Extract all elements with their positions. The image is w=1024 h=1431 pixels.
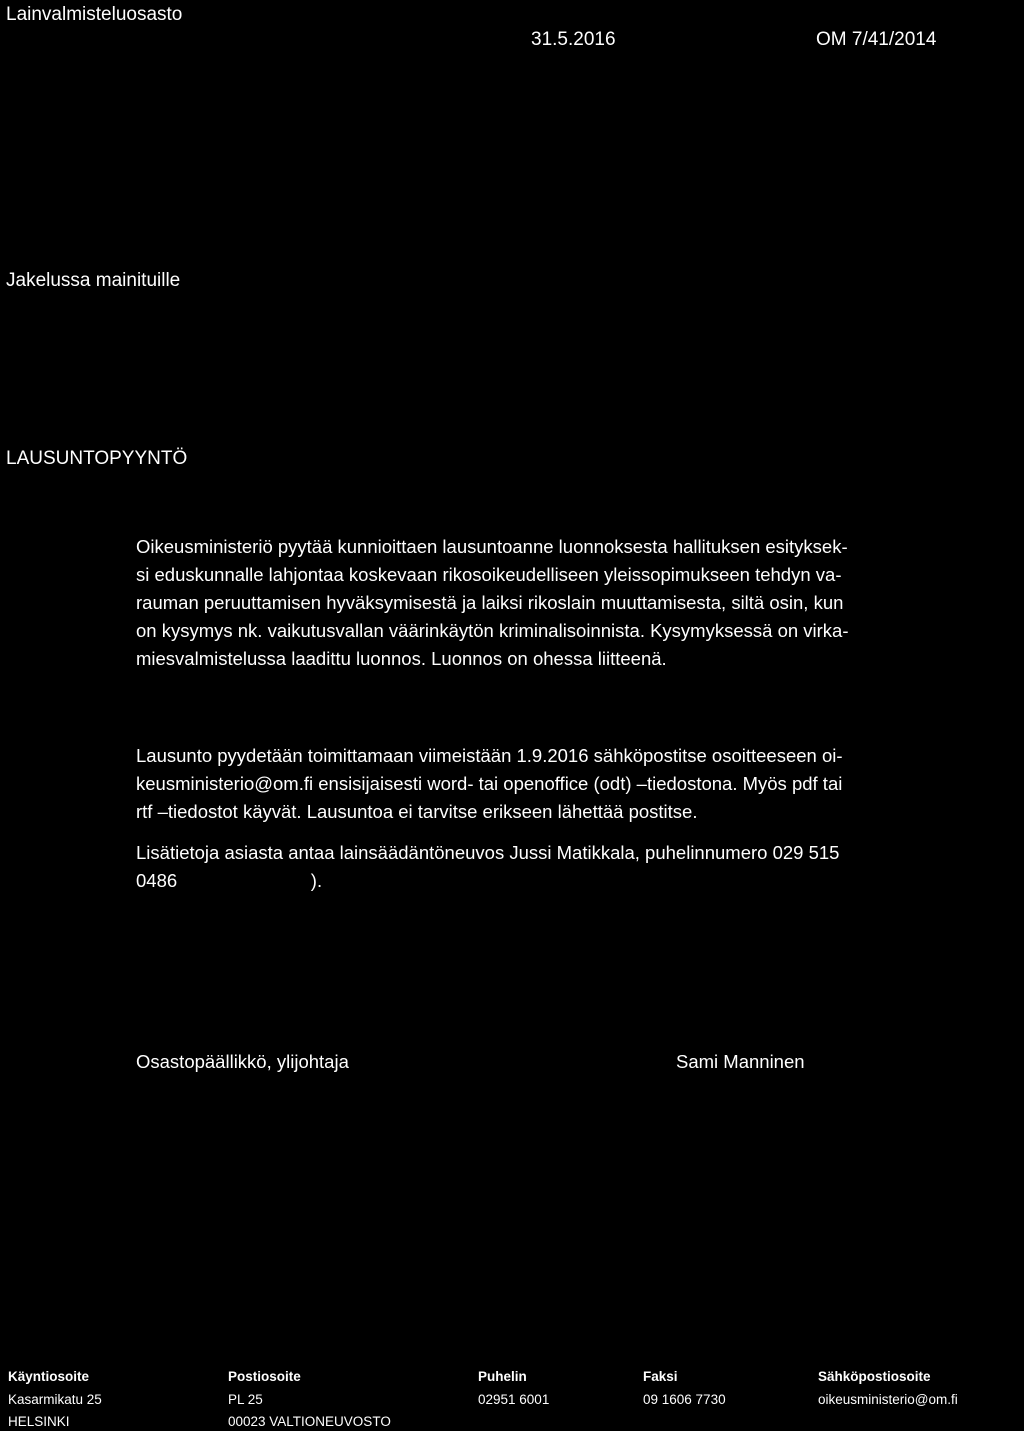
footer-email-label: Sähköpostiosoite bbox=[818, 1369, 931, 1384]
footer-email-address[interactable]: oikeusministerio@om.fi bbox=[818, 1392, 958, 1407]
paragraph-deadline bbox=[136, 742, 1020, 826]
footer-post-code: 00023 VALTIONEUVOSTO bbox=[228, 1414, 391, 1429]
paragraph-line: Lisätietoja asiasta antaa lainsäädäntöneuvos Jussi Matikkala, puhelinnumero 029 515 bbox=[136, 842, 840, 863]
footer-post-box: PL 25 bbox=[228, 1392, 263, 1407]
footer-visit-address: Kasarmikatu 25 bbox=[8, 1392, 102, 1407]
paragraph-line: Oikeusministeriö pyytää kunnioittaen lausuntoanne luonnoksesta hallituksen esityksek- bbox=[136, 536, 848, 557]
footer-fax-label: Faksi bbox=[643, 1369, 678, 1384]
department-name: Lainvalmisteluosasto bbox=[6, 4, 183, 25]
paragraph-line: rauman peruuttamisen hyväksymisestä ja laiksi rikoslain muuttamisesta, siltä osin, kun bbox=[136, 592, 844, 613]
footer-post-label: Postiosoite bbox=[228, 1369, 301, 1384]
document-reference: OM 7/41/2014 bbox=[816, 29, 937, 50]
paragraph-line: miesvalmistelussa laadittu luonnos. Luonnos on ohessa liitteenä. bbox=[136, 648, 667, 669]
paragraph-line: on kysymys nk. vaikutusvallan väärinkäytön kriminalisoinnista. Kysymyksessä on virka- bbox=[136, 620, 849, 641]
footer-visit-city: HELSINKI bbox=[8, 1414, 70, 1429]
signature-name: Sami Manninen bbox=[676, 1051, 805, 1072]
paragraph-line: rtf –tiedostot käyvät. Lausuntoa ei tarvitse erikseen lähettää postitse. bbox=[136, 801, 698, 822]
subject-title: LAUSUNTOPYYNTÖ bbox=[6, 448, 188, 469]
document-date: 31.5.2016 bbox=[531, 29, 616, 50]
signature-title: Osastopäällikkö, ylijohtaja bbox=[136, 1051, 349, 1072]
footer-phone-number: 02951 6001 bbox=[478, 1392, 550, 1407]
paragraph-request bbox=[136, 533, 1020, 673]
footer-fax-number: 09 1606 7730 bbox=[643, 1392, 726, 1407]
footer-phone-label: Puhelin bbox=[478, 1369, 527, 1384]
paragraph-line: keusministerio@om.fi ensisijaisesti word- tai openoffice (odt) –tiedostona. Myös pdf tai bbox=[136, 773, 843, 794]
paragraph-line: 0486 ). bbox=[136, 870, 323, 891]
paragraph-contact bbox=[136, 839, 1020, 895]
paragraph-line: si eduskunnalle lahjontaa koskevaan rikosoikeudelliseen yleissopimukseen tehdyn va- bbox=[136, 564, 842, 585]
recipient: Jakelussa mainituille bbox=[6, 270, 181, 291]
footer-visit-label: Käyntiosoite bbox=[8, 1369, 90, 1384]
paragraph-line: Lausunto pyydetään toimittamaan viimeistään 1.9.2016 sähköpostitse osoitteeseen oi- bbox=[136, 745, 843, 766]
